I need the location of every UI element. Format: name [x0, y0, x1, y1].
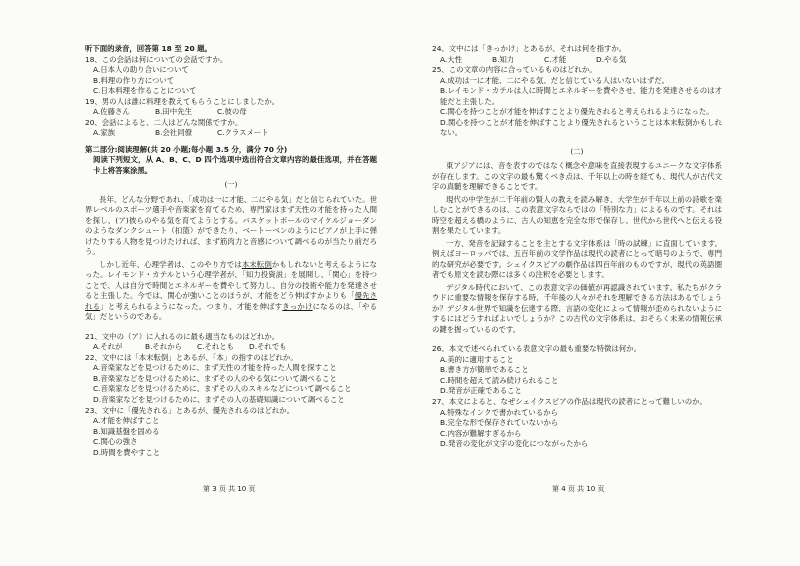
passage1-paragraph2: [85, 260, 377, 323]
q19-option-c[interactable]: C.彼の母: [217, 107, 247, 117]
q22-option-b[interactable]: B.音楽家などを見つけるために、まずその人のやる気について調べること: [93, 373, 337, 383]
page-footer-left: 第 3 页 共 10 页: [203, 485, 256, 493]
part2-instructions: 阅读下列短文，从 A、B、C、D 四个选项中选出符合文章内容的最佳选项，并在答题卡上将答案涂黑。: [93, 155, 377, 175]
underlined-hontenbato: 本末転倒: [241, 259, 272, 269]
q22-option-d[interactable]: D.音楽家などを見つけるために、まずその人の基礎知識について調べること: [93, 394, 345, 404]
q27-option-a[interactable]: A.特殊なインクで書かれているから: [440, 407, 558, 417]
q26-option-d[interactable]: D.発音が正確であること: [440, 386, 522, 396]
q20-stem: 20、会話によると、二人はどんな関係ですか。: [85, 117, 243, 127]
q18-option-c[interactable]: C.日本料理を作ることについて: [93, 86, 197, 96]
part2-heading: 第二部分:阅读理解(共 20 小题;每小题 3.5 分，满分 70 分): [85, 144, 288, 154]
q23-stem: 23、文中に「優先される」とあるが、優先されるのはどれか。: [85, 405, 294, 415]
q23-option-d[interactable]: D.時間を費やすこと: [93, 447, 161, 457]
q24-stem: 24、文中には「きっかけ」とあるが、それは何を指すか。: [432, 44, 627, 53]
p1-text-d: になるのは、「やる気」だというのである。: [85, 301, 377, 322]
q26-stem: 26、本文で述べられている表意文字の最も重要な特徴は何か。: [432, 344, 641, 354]
q21-stem: 21、文中の（ア）に入れるのに最も適当なものはどれか。: [85, 331, 280, 341]
q20-option-c[interactable]: C.クラスメート: [217, 128, 269, 138]
passage1-paragraph1: 長年、どんな分野であれ、「成功は一に才能、二にやる気」だと信じられていた。世界レベルのスポーツ選手や音楽家を育てるため、専門家はまず天性の才能を持った人間を探し、(ア)彼らのやる気を育てようとする。バスケットボールのマイケルジョーダンのようなダンクシュート（扣篮）ができたり、ベートーベンのようにピアノが上手に弾けたりする人物を見つけたければ、まず筋肉力と音感について調べるのが当たり前だろう。: [85, 194, 377, 257]
q18-stem: 18、この会話は何についての会話ですか。: [85, 54, 228, 64]
q23-option-b[interactable]: B.知識基盤を固める: [93, 426, 160, 436]
q20-options: [85, 128, 377, 139]
q21-option-c[interactable]: C.それとも: [197, 342, 235, 352]
q24-option-a[interactable]: A.大性: [440, 54, 463, 64]
q26-option-c[interactable]: C.時間を超えて読み続けられること: [440, 375, 559, 385]
q21-option-b[interactable]: B.それから: [145, 342, 182, 352]
q18-option-b[interactable]: B.料理の作り方について: [93, 75, 175, 85]
q27-option-b[interactable]: B.完全な形で保存されていないから: [440, 418, 559, 428]
underlined-yusen: 優先される: [85, 291, 377, 311]
q24-options: [432, 55, 722, 66]
q27-option-c[interactable]: C.内容が難解すぎるから: [440, 428, 522, 438]
q25-option-b[interactable]: B.レイモンド・カテルは人に時間とエネルギーを費やさせ、能力を発達させるのは才能だと主張した。: [440, 86, 722, 106]
q26-option-b[interactable]: B.書き方が簡単であること: [440, 365, 529, 375]
p1-text-b: かもしれないと考えるようになった。レイモンド・カテルという心理学者が、「知力投資説」を展開し、「関心」を持つことで、人は自分で時間とエネルギーを費やして努力し、自分の技術や能力を発達させると主張した。今では、関心が強いことのほうが、才能をどう伸ばすかよりも「: [85, 259, 377, 301]
q26-option-a[interactable]: A.美的に適用すること: [440, 354, 514, 364]
passage2-paragraph4: デジタル時代において、この表意文字の価値が再認識されています。私たちがクラウドに重要な情報を保存する時、千年後の人々がそれを理解できる方法はあるでしょうか？デジタル世界で知識を伝達する際、言語の変化によって情報が歪められないようにするにはどうすればよいでしょうか？この古代の文字体系は、おそらく未来の情報伝承の鍵を握っているのです。: [432, 282, 722, 334]
passage2-paragraph1: 東アジアには、音を表すのではなく概念や意味を直接表現するユニークな文字体系が存在します。この文字の最も驚くべき点は、千年以上の時を経ても、現代人が古代文字の真髄を理解できることです。: [432, 161, 722, 192]
q19-stem: 19、男の人は誰に料理を教えてもらうことにしましたか。: [85, 96, 280, 106]
q21-option-d[interactable]: D.それでも: [249, 342, 287, 352]
underlined-kikkake: きっかけ: [282, 301, 313, 311]
q27-option-d[interactable]: D.発音の変化が文字の変化につながったから: [440, 439, 589, 449]
q18-option-a[interactable]: A.日本人の助り合いについて: [93, 65, 189, 75]
passage2-paragraph3: 一方、発音を記録することを主とする文字体系は「時の試練」に直面しています。例えばヨーロッパでは、五百年前の文学作品は現代の読者にとって暗号のようで、専門的な研究が必要です。シェイクスピアの劇作品は四百年前のものですが、現代の英語圏者でも原文を読む際には多くの注釈を必要とします。: [432, 238, 722, 280]
q20-option-a[interactable]: A.家族: [93, 128, 116, 138]
q24-option-d[interactable]: D.やる気: [596, 54, 627, 64]
q25-option-d[interactable]: D.関心を持つことが才能を伸ばすことより優先されるということは本末転倒かもしれない。: [440, 117, 722, 138]
passage1-title: (一): [224, 180, 238, 190]
p1-text-c: 」と考えられるようになった。つまり、才能を伸ばす: [100, 301, 283, 311]
q19-option-b[interactable]: B.田中先生: [155, 107, 192, 117]
right-column: [432, 44, 722, 450]
q20-option-b[interactable]: B.会社同僚: [155, 128, 192, 138]
spacer: [85, 323, 377, 332]
q22-stem: 22、文中には「本末転倒」とあるが、「本」の指すのはどれか。: [85, 352, 298, 362]
q25-option-c[interactable]: C.関心を持つことが才能を伸ばすことより優先されると考えられるようになった。: [440, 107, 714, 117]
listening-intro: 听下面的录音，回答第 18 至 20 题。: [85, 44, 212, 53]
q21-options: [85, 342, 377, 353]
q23-option-c[interactable]: C.関心の強さ: [93, 437, 138, 447]
passage2-title: (二): [570, 146, 584, 156]
q23-option-a[interactable]: A.才能を伸ばすこと: [93, 416, 160, 426]
page-footer-right: 第 4 页 共 10 页: [552, 485, 605, 493]
q24-option-b[interactable]: B.知力: [492, 54, 515, 64]
passage2-paragraph2: 現代の中学生が二千年前の賢人の教えを読み解き、大学生が千年以上前の詩歌を楽しむことができるのは、この表意文字ならではの「特別な力」によるものです。それは時空を超える橋のように、古人の知恵を完全な形で保存し、世代から世代へと伝える役割を果たしています。: [432, 194, 722, 236]
q19-option-a[interactable]: A.佐藤さん: [93, 107, 130, 117]
q22-option-a[interactable]: A.音楽家などを見つけるために、まず天性の才能を持った人間を探すこと: [93, 363, 337, 373]
spacer: [432, 335, 722, 344]
q27-stem: 27、本文によると、なぜシェイクスピアの作品は現代の読者にとって難しいのか。: [432, 396, 707, 406]
q19-options: [85, 107, 377, 118]
q25-stem: 25、この文章の内容に合っているものはどれか。: [432, 65, 597, 75]
p1-text-a: しかし近年、心理学者は、このやり方では: [99, 259, 242, 269]
q21-option-a[interactable]: A.それが: [93, 342, 123, 352]
q24-option-c[interactable]: C.才能: [544, 54, 567, 64]
left-column: [85, 44, 377, 458]
q25-option-a[interactable]: A.成功は一に才能、二にやる気、だと信じている人はいないはずだ。: [440, 75, 669, 85]
q22-option-c[interactable]: C.音楽家などを見つけるために、まずその人のスキルなどについて調べること: [93, 384, 352, 394]
